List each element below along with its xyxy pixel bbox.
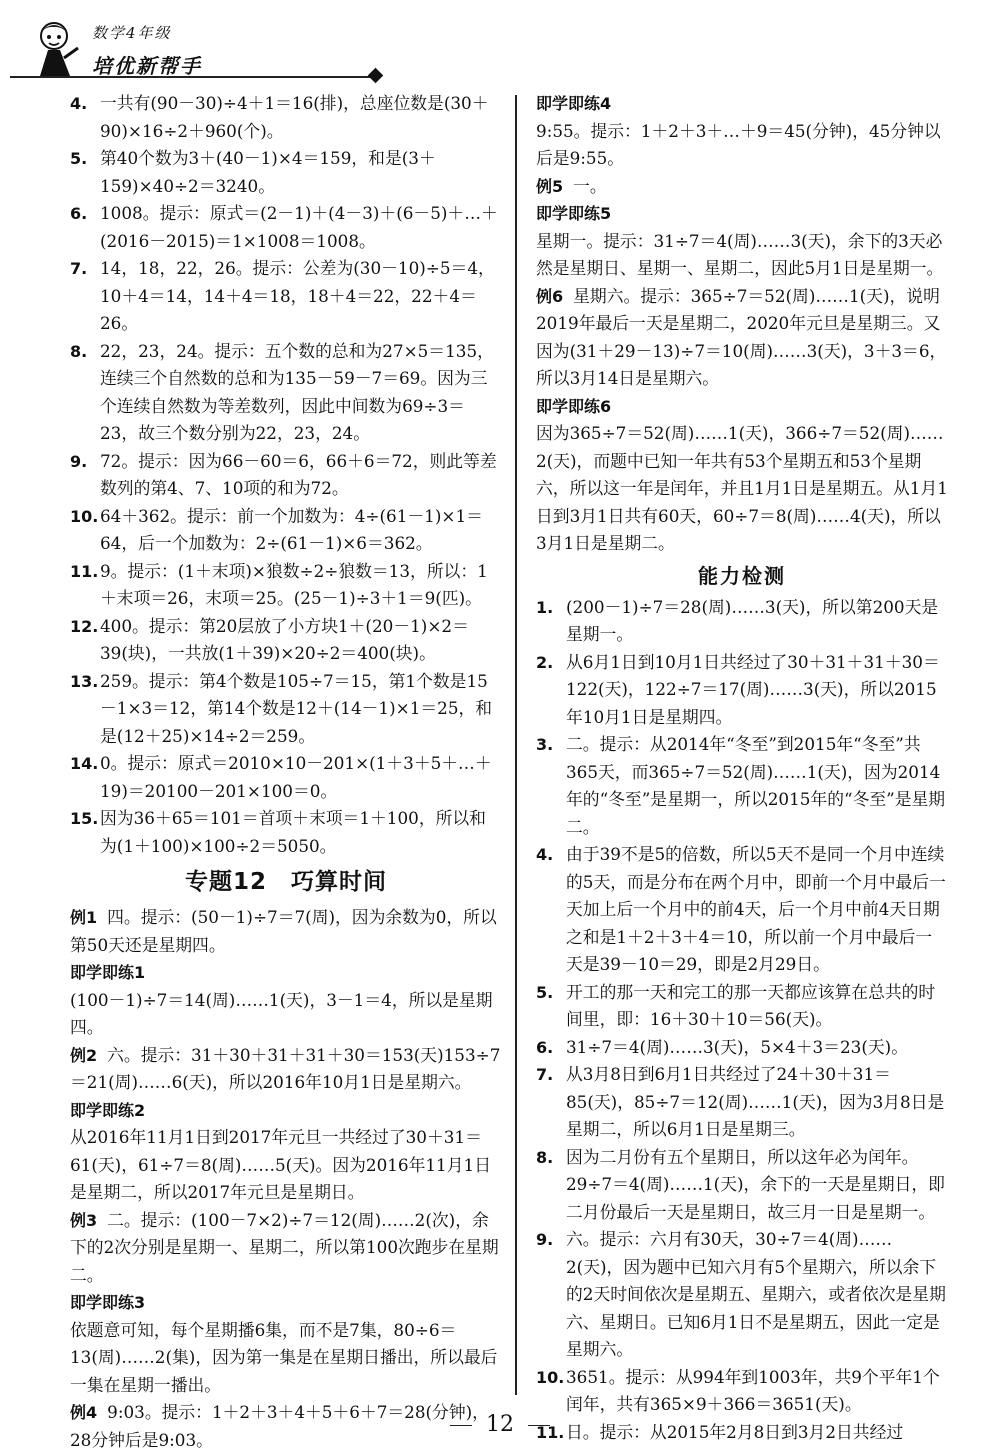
item-text: 14，18，22，26。提示：公差为(30－10)÷5＝4，10＋4＝14，14＋4＝18，18＋4＝22，22＋4＝26。 <box>100 258 495 333</box>
practice-text: (100－1)÷7＝14(周)……1(天)，3－1＝4，所以是星期四。 <box>70 989 493 1037</box>
dash-left <box>450 1425 472 1426</box>
practice-label: 即学即练2 <box>70 1100 146 1120</box>
answer-item <box>70 90 502 145</box>
item-text: 由于39不是5的倍数，所以5天不是同一个月中连续的5天，而是分布在两个月中，即前一个月中最后一天加上后一个月中的前4天，后一个月中前4天日期之和是1＋2＋3＋4＝10，所以前一个月中最后一天是39－10＝29，即是2月29日。 <box>566 844 946 974</box>
answer-item <box>70 448 502 503</box>
test-item <box>536 1144 948 1227</box>
example-1 <box>70 904 502 959</box>
item-number: 8. <box>70 341 88 361</box>
answer-item <box>70 255 502 338</box>
answer-item <box>70 613 502 668</box>
test-item <box>536 1061 948 1144</box>
item-number: 1. <box>536 597 554 617</box>
item-number: 8. <box>536 1147 554 1167</box>
example-2 <box>70 1042 502 1097</box>
item-text: 日。提示：从2015年2月8日到3月2日共经过 <box>566 1421 904 1442</box>
item-number: 15. <box>70 809 99 828</box>
left-column <box>70 90 502 1454</box>
item-text: 64＋362。提示：前一个加数为：4÷(61－1)×1＝64，后一个加数为：2÷(61－1)×6＝362。 <box>100 505 483 553</box>
item-text: 3651。提示：从994年到1003年，共9个平年1个闰年，共有365×9＋366＝3651(天)。 <box>566 1366 940 1414</box>
answer-item <box>70 338 502 448</box>
section-title: 专题12 巧算时间 <box>184 869 387 895</box>
example-text: 9:03。提示：1＋2＋3＋4＋5＋6＋7＝28(分钟)，28分钟后是9:03。 <box>70 1402 489 1450</box>
item-number: 6. <box>70 204 88 223</box>
practice-label: 即学即练1 <box>70 963 146 982</box>
item-number: 4. <box>536 845 554 864</box>
example-text: 六。提示：31＋30＋31＋31＋30＝153(天)153÷7＝21(周)……6(天)，所以2016年10月1日是星期六。 <box>70 1044 501 1092</box>
answer-item <box>70 558 502 613</box>
item-number: 4. <box>70 94 88 113</box>
practice-text: 因为365÷7＝52(周)……1(天)，366÷7＝52(周)……2(天)，而题中已知一年共有53个星期五和53个星期六，所以这一年是闰年，并且1月1日是星期五。从1月1日到3月1日共有60天，60÷7＝8(周)……4(天)，所以3月1日是星期二。 <box>536 423 948 553</box>
column-divider <box>515 95 517 1395</box>
item-text: 开工的那一天和完工的那一天都应该算在总共的时间里，即：16＋30＋10＝56(天)。 <box>566 981 936 1029</box>
example-label: 例5 <box>536 176 564 196</box>
item-text: 22，23，24。提示：五个数的总和为27×5＝135，连续三个自然数的总和为135－59－7＝69。因为三个连续自然数为等差数列，因此中间数为69÷3＝23，故三个数分别为22，23，24。 <box>100 340 494 443</box>
page-number-text: 12 <box>486 1412 514 1437</box>
item-text: 259。提示：第4个数是105÷7＝15，第1个数是15－1×3＝12，第14个数是12＋(14－1)×1＝25，和是(12＋25)×14÷2＝259。 <box>100 670 493 746</box>
diamond-icon <box>368 68 384 84</box>
item-number: 6. <box>536 1037 554 1057</box>
practice-label: 即学即练3 <box>70 1293 146 1312</box>
example-6 <box>536 283 948 393</box>
right-column <box>536 90 948 1446</box>
example-3 <box>70 1207 502 1290</box>
example-text: 一。 <box>573 175 607 196</box>
item-text: 72。提示：因为66－60＝6，66＋6＝72，则此等差数列的第4、7、10项的和为72。 <box>100 450 497 498</box>
item-number: 11. <box>70 561 99 581</box>
header-title: 培优新帮手 <box>92 54 202 78</box>
dash-right <box>528 1425 550 1426</box>
header-grade: 数学4年级 <box>92 24 172 42</box>
item-text: 因为36＋65＝101＝首项＋末项＝1＋100，所以和为(1＋100)×100÷2＝5050。 <box>100 808 486 856</box>
example-text: 二。提示：(100－7×2)÷7＝12(周)……2(次)，余下的2次分别是星期一、星期二，所以第100次跑步在星期二。 <box>70 1209 499 1285</box>
example-label: 例1 <box>70 908 98 927</box>
answer-item <box>70 145 502 200</box>
test-item <box>536 841 948 979</box>
item-number: 7. <box>70 259 88 278</box>
item-number: 10. <box>70 506 99 526</box>
test-item <box>536 1364 948 1419</box>
header-rule <box>10 76 375 78</box>
item-number: 5. <box>536 982 554 1002</box>
item-text: (200－1)÷7＝28(周)……3(天)，所以第200天是星期一。 <box>566 596 939 644</box>
practice-text: 9:55。提示：1＋2＋3＋…＋9＝45(分钟)，45分钟以后是9:55。 <box>536 120 941 168</box>
item-number: 3. <box>536 735 554 754</box>
item-text: 二。提示：从2014年“冬至”到2015年“冬至”共365天，而365÷7＝52(周)……1(天)，因为2014年的“冬至”是星期一，所以2015年的“冬至”是星期二。 <box>566 734 946 837</box>
example-label: 例3 <box>70 1210 98 1230</box>
answer-item <box>70 805 502 860</box>
example-text: 四。提示：(50－1)÷7＝7(周)，因为余数为0，所以第50天还是星期四。 <box>70 907 497 955</box>
practice-text: 从2016年11月1日到2017年元旦一共经过了30＋31＝61(天)，61÷7＝8(周)……5(天)。因为2016年11月1日是星期二，所以2017年元旦是星期日。 <box>70 1127 491 1202</box>
practice-label: 即学即练6 <box>536 396 612 416</box>
item-number: 9. <box>70 451 88 471</box>
answer-item <box>70 200 502 255</box>
item-number: 13. <box>70 671 99 691</box>
item-number: 10. <box>536 1367 565 1387</box>
item-text: 31÷7＝4(周)……3(天)，5×4＋3＝23(天)。 <box>566 1036 908 1057</box>
example-5 <box>536 173 948 201</box>
item-text: 0。提示：原式＝2010×10－201×(1＋3＋5＋…＋19)＝20100－201×100＝0。 <box>100 753 492 801</box>
practice-text: 星期一。提示：31÷7＝4(周)……3(天)，余下的3天必然是星期日、星期一、星期二，因此5月1日是星期一。 <box>536 230 944 278</box>
page-number <box>0 1412 1000 1437</box>
item-text: 400。提示：第20层放了小方块1＋(20－1)×2＝39(块)，一共放(1＋39)×20÷2＝400(块)。 <box>100 615 469 663</box>
example-text: 星期六。提示：365÷7＝52(周)……1(天)，说明2019年最后一天是星期二，2020年元旦是星期三。又因为(31＋29－13)÷7＝10(周)……3(天)，3＋3＝6，所以3月14日是星期六。 <box>536 285 947 388</box>
item-text: 1008。提示：原式＝(2－1)＋(4－3)＋(6－5)＋…＋(2016－2015)＝1×1008＝1008。 <box>100 203 498 251</box>
item-text: 六。提示：六月有30天，30÷7＝4(周)……2(天)，因为题中已知六月有5个星期六，所以余下的2天时间依次是星期五、星期六，或者依次是星期六、星期日。已知6月1日不是星期五，因此一定是星期六。 <box>566 1229 946 1359</box>
test-item <box>536 731 948 841</box>
item-text: 因为二月份有五个星期日，所以这年必为闰年。29÷7＝4(周)……1(天)，余下的一天是星期日，即二月份最后一天是星期日，故三月一日是星期一。 <box>566 1146 945 1222</box>
ability-test-title: 能力检测 <box>698 563 786 588</box>
item-number: 9. <box>536 1230 554 1249</box>
item-text: 从6月1日到10月1日共经过了30＋31＋31＋30＝122(天)，122÷7＝17(周)……3(天)，所以2015年10月1日是星期四。 <box>566 651 940 727</box>
practice-label: 即学即练4 <box>536 94 612 113</box>
answer-item <box>70 503 502 558</box>
item-number: 7. <box>536 1065 554 1084</box>
test-item <box>536 1034 948 1062</box>
item-text: 一共有(90－30)÷4＋1＝16(排)，总座位数是(30＋90)×16÷2＋960(个)。 <box>100 93 489 141</box>
mascot-icon <box>30 18 82 78</box>
example-label: 例6 <box>536 286 564 306</box>
answer-item <box>70 750 502 805</box>
item-text: 第40个数为3＋(40－1)×4＝159，和是(3＋159)×40÷2＝3240。 <box>100 148 436 196</box>
item-number: 11. <box>536 1422 565 1442</box>
practice-label: 即学即练5 <box>536 204 612 223</box>
item-number: 12. <box>70 616 99 636</box>
item-number: 5. <box>70 149 88 168</box>
item-number: 2. <box>536 652 554 672</box>
test-item <box>536 594 948 649</box>
example-label: 例4 <box>70 1403 98 1422</box>
item-number: 14. <box>70 754 99 773</box>
item-text: 9。提示：(1＋末项)×狼数÷2÷狼数＝13，所以：1＋末项＝26，末项＝25。(25－1)÷3＋1＝9(匹)。 <box>100 560 488 608</box>
test-item <box>536 649 948 732</box>
answer-item <box>70 668 502 751</box>
item-text: 从3月8日到6月1日共经过了24＋30＋31＝85(天)，85÷7＝12(周)……1(天)，因为3月8日是星期二，所以6月1日是星期三。 <box>566 1064 945 1139</box>
practice-text: 依题意可知，每个星期播6集，而不是7集，80÷6＝13(周)……2(集)，因为第一集是在星期日播出，所以最后一集在星期一播出。 <box>70 1319 498 1395</box>
test-item <box>536 1226 948 1364</box>
example-label: 例2 <box>70 1045 98 1065</box>
test-item <box>536 979 948 1034</box>
page-header <box>0 0 1000 90</box>
